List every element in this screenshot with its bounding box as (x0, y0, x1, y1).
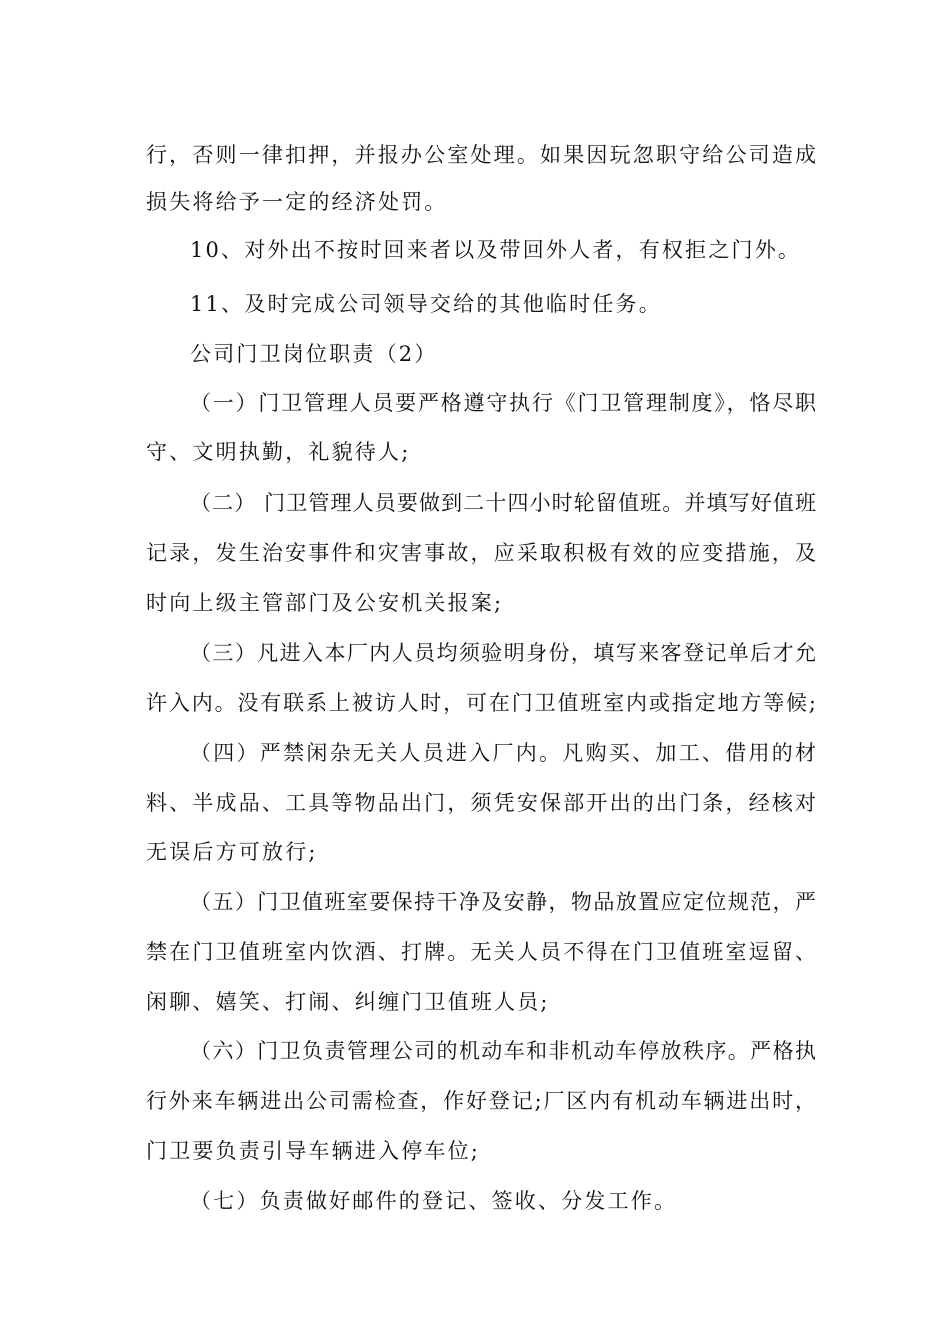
text-line: 行，否则一律扣押，并报办公室处理。如果因玩忽职守给公司造成 (146, 143, 816, 167)
text-line: 闲聊、嬉笑、打闹、纠缠门卫值班人员; (146, 990, 550, 1014)
text-line: 无误后方可放行; (146, 840, 318, 864)
text-line: （一）门卫管理人员要严格遵守执行《门卫管理制度》，恪尽职 (190, 391, 816, 415)
text-line: 时向上级主管部门及公安机关报案; (146, 591, 504, 615)
text-line: 禁在门卫值班室内饮酒、打牌。无关人员不得在门卫值班室逗留、 (146, 940, 816, 964)
text-line: 11、及时完成公司领导交给的其他临时任务。 (190, 292, 662, 316)
text-line: （二） 门卫管理人员要做到二十四小时轮留值班。并填写好值班 (190, 491, 816, 515)
text-line: 10、对外出不按时回来者以及带回外人者，有权拒之门外。 (190, 238, 802, 262)
text-line: 守、文明执勤，礼貌待人; (146, 440, 411, 464)
text-line: 损失将给予一定的经济处罚。 (146, 190, 448, 214)
text-line: 许入内。没有联系上被访人时，可在门卫值班室内或指定地方等候; (146, 691, 816, 715)
text-line: （六）门卫负责管理公司的机动车和非机动车停放秩序。严格执 (190, 1039, 816, 1063)
text-line: 门卫要负责引导车辆进入停车位; (146, 1139, 481, 1163)
text-line: （三）凡进入本厂内人员均须验明身份，填写来客登记单后才允 (190, 641, 816, 665)
text-line: 料、半成品、工具等物品出门，须凭安保部开出的出门条，经核对 (146, 791, 816, 815)
text-line: （四）严禁闲杂无关人员进入厂内。凡购买、加工、借用的材 (190, 741, 816, 765)
text-line: 记录，发生治安事件和灾害事故，应采取积极有效的应变措施，及 (146, 541, 816, 565)
section-heading: 公司门卫岗位职责（2） (190, 342, 438, 366)
text-line: （七）负责做好邮件的登记、签收、分发工作。 (190, 1189, 678, 1213)
text-line: 行外来车辆进出公司需检查，作好登记;厂区内有机动车辆进出时， (146, 1089, 816, 1113)
text-line: （五）门卫值班室要保持干净及安静，物品放置应定位规范，严 (190, 890, 816, 914)
